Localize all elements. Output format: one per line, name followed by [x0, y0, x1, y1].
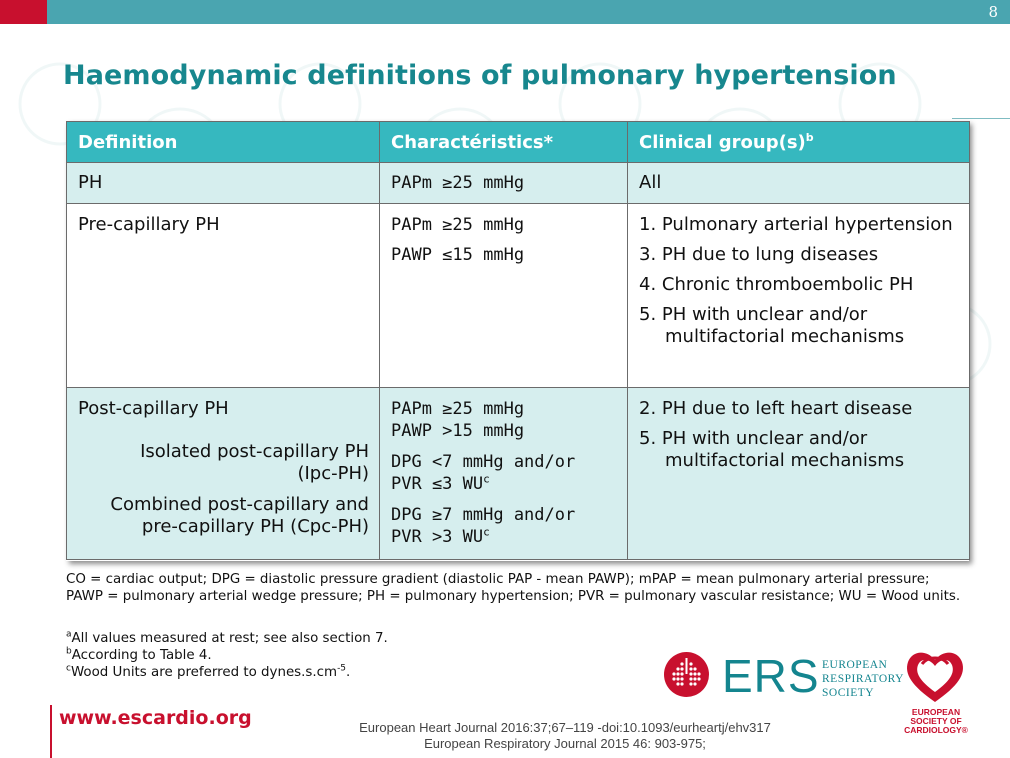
table-row	[67, 163, 970, 204]
footnote-exponent: -5	[337, 663, 347, 674]
ers-name-line: EUROPEAN	[822, 659, 888, 671]
citation	[330, 720, 800, 752]
top-bar-red-block	[0, 0, 47, 24]
footnote	[66, 647, 388, 664]
esc-heart-icon	[902, 648, 968, 706]
clinical-item: 1. Pulmonary arterial hypertension	[639, 214, 953, 235]
table-row	[67, 204, 970, 388]
header-characteristics: Charactéristics*	[380, 122, 628, 163]
definition-list	[67, 388, 379, 538]
cell-characteristics	[380, 163, 628, 204]
definition-subtype: Isolated post-capillary PH (Ipc-PH)	[140, 441, 369, 484]
esc-name-line: SOCIETY OF	[910, 716, 962, 726]
definition-text: PH	[78, 172, 103, 193]
definitions-table	[66, 121, 970, 560]
cell-clinical	[628, 388, 970, 560]
footnote-mark: a	[66, 629, 72, 640]
cell-characteristics	[380, 204, 628, 388]
title-rule	[952, 118, 1010, 119]
clinical-item: 5. PH with unclear and/or multifactorial mechanisms	[639, 428, 905, 471]
footnotes	[66, 630, 388, 681]
definition-subtype: Combined post-capillary and pre-capillary PH (Cpc-PH)	[110, 494, 369, 537]
ers-name-line: SOCIETY	[822, 687, 875, 699]
definition-text: Post-capillary PH	[78, 398, 229, 419]
header-clinical	[628, 122, 970, 163]
characteristics-list	[380, 388, 627, 548]
characteristic-line	[391, 526, 617, 548]
header-clinical-text: Clinical group(s)	[639, 131, 806, 153]
footnote-text: According to Table 4.	[71, 648, 212, 663]
characteristic-line: DPG ≥7 mmHg and/or	[391, 505, 576, 525]
characteristic-line: PAPm ≥25 mmHg	[391, 399, 525, 419]
clinical-item: 4. Chronic thromboembolic PH	[639, 274, 914, 295]
footnote-mark: b	[66, 646, 72, 657]
esc-society-name	[898, 708, 974, 735]
footnote-text: Wood Units are preferred to dynes.s.cm	[70, 665, 338, 680]
footnote-mark: c	[483, 472, 490, 486]
characteristics-list	[380, 204, 627, 266]
characteristic-line: PAPm ≥25 mmHg	[391, 173, 525, 193]
header-definition: Definition	[67, 122, 380, 163]
cell-clinical	[628, 204, 970, 388]
definition-text: Pre-capillary PH	[78, 214, 220, 235]
ers-lungs-icon	[664, 652, 709, 697]
ers-logo-text: ERS	[722, 650, 820, 702]
characteristic-line: PAWP ≤15 mmHg	[391, 245, 525, 265]
clinical-list	[628, 204, 969, 348]
ers-lungs-glyph	[664, 652, 709, 697]
footnote	[66, 630, 388, 647]
cell-definition	[67, 163, 380, 204]
characteristic-line: PAPm ≥25 mmHg	[391, 215, 525, 235]
footnote-end: .	[346, 665, 351, 680]
cell-definition	[67, 204, 380, 388]
cell-definition	[67, 388, 380, 560]
citation-line: European Respiratory Journal 2015 46: 903-975;	[424, 736, 706, 751]
footnote-text: All values measured at rest; see also section 7.	[71, 631, 388, 646]
clinical-text: All	[639, 172, 662, 193]
esc-name-line: CARDIOLOGY®	[904, 725, 968, 735]
clinical-list	[628, 388, 969, 472]
clinical-item: 5. PH with unclear and/or multifactorial mechanisms	[639, 304, 905, 347]
abbreviations-note	[66, 571, 966, 605]
ers-society-name	[822, 658, 904, 700]
characteristic-line: DPG <7 mmHg and/or	[391, 452, 576, 472]
clinical-item: 3. PH due to lung diseases	[639, 244, 879, 265]
slide-number: 8	[988, 3, 998, 21]
citation-line: European Heart Journal 2016:37;67–119 -doi:10.1093/eurheartj/ehv317	[359, 720, 771, 735]
footnote-mark: c	[483, 525, 490, 539]
footer-accent-line	[50, 705, 52, 758]
footer-url-link[interactable]: www.escardio.org	[59, 707, 252, 729]
ers-name-line: RESPIRATORY	[822, 673, 904, 685]
cell-characteristics	[380, 388, 628, 560]
characteristic-line	[391, 473, 617, 495]
esc-name-line: EUROPEAN	[911, 707, 961, 717]
header-clinical-sup: b	[805, 130, 814, 144]
clinical-item: 2. PH due to left heart disease	[639, 398, 913, 419]
characteristic-text: PVR ≤3 WU	[391, 474, 484, 494]
top-bar	[0, 0, 1010, 24]
table-row	[67, 388, 970, 560]
footnote	[66, 664, 388, 681]
abbreviations-text: CO = cardiac output; DPG = diastolic pressure gradient (diastolic PAP - mean PAWP); mPAP = mean pulmonary arterial pressure; PAWP = pulmonary arterial wedge pressure; PH = pulmonary hypertension; PVR = pulmonary vascular resistance; WU = Wood units.	[66, 572, 961, 604]
characteristic-line: PAWP >15 mmHg	[391, 421, 525, 441]
cell-clinical	[628, 163, 970, 204]
table-header-row	[67, 122, 970, 163]
characteristic-text: PVR >3 WU	[391, 527, 484, 547]
footnote-mark: c	[66, 663, 71, 674]
slide-title: Haemodynamic definitions of pulmonary hypertension	[63, 60, 897, 91]
